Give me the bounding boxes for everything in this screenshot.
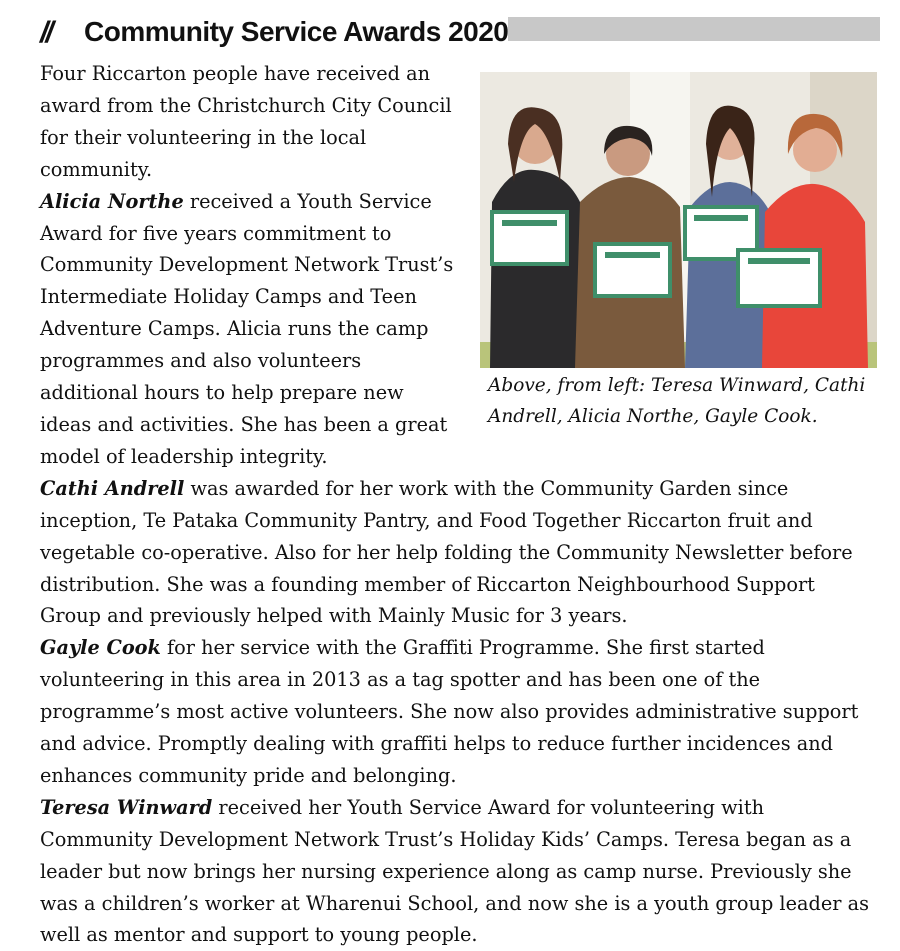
awardee-name: Alicia Northe (40, 189, 184, 213)
intro-paragraph: Four Riccarton people have received an award from the Christchurch City Council for their volunteering in the local community. (40, 62, 452, 181)
paragraph-text: was awarded for her work with the Community Garden since inception, Te Pataka Community Pantry, and Food Together Riccarton fruit and vegetable co-operative. Also for her help folding the Community Newsletter before distribution. She was a founding member of Riccarton Neighbourhood Support Group and previously helped with Mainly Music for 3 years. (40, 476, 853, 628)
header-rule (508, 17, 880, 41)
paragraph-text: for her service with the Graffiti Programme. She first started volunteering in this area in 2013 as a tag spotter and has been one of the programme’s most active volunteers. She now also provides administrative support and advice. Promptly dealing with graffiti helps to reduce further incidences and enhances community pride and belonging. (40, 636, 859, 787)
paragraph-cathi (40, 473, 880, 633)
paragraph-gayle (40, 632, 880, 792)
section-slashes: // (40, 16, 51, 49)
paragraph-text: received her Youth Service Award for volunteering with Community Development Network Trust’s Holiday Kids’ Camps. Teresa began as a leader but now brings her nursing experience along as camp nurse. Previously she was a children’s worker at Wharenui School, and now she is a youth group leader as well as mentor and support to young people. (40, 795, 869, 947)
awardee-name: Teresa Winward (40, 795, 213, 819)
group-photo (480, 72, 877, 368)
article-body (40, 58, 880, 951)
paragraph-text: received a Youth Service Award for five years commitment to Community Development Network Trust’s Intermediate Holiday Camps and Teen Adventure Camps. Alicia runs the camp programmes and also volunteers additional hours to help prepare new ideas and activities. She has been a great model of leadership integrity. (40, 189, 454, 468)
awardee-name: Gayle Cook (40, 636, 161, 660)
group-photo-illustration (480, 72, 877, 368)
awardee-name: Cathi Andrell (40, 476, 185, 500)
photo-figure (480, 72, 880, 432)
article-header (40, 14, 880, 54)
page-title: Community Service Awards 2020 (84, 16, 509, 47)
paragraph-teresa (40, 792, 880, 951)
photo-caption: Above, from left: Teresa Winward, Cathi Andrell, Alicia Northe, Gayle Cook. (488, 375, 866, 427)
